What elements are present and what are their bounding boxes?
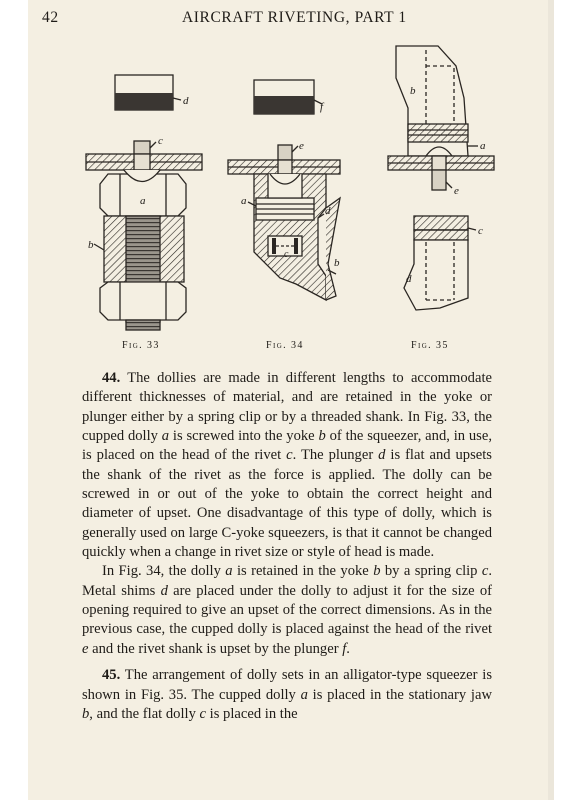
fig34-label-b: b: [334, 257, 340, 269]
text-run: The dollies are made in different lengths to accommodate different thicknesses of material, and are retained in the yoke or plunger either by a spring clip or by a threaded shank. In Fig. 33, the cupped dolly: [82, 370, 492, 445]
fig34-caption: Fig. 34: [266, 340, 304, 351]
fig35-label-c: c: [478, 225, 483, 237]
text-run: The arrangement of dolly sets in an alligator-type squeezer is shown in Fig. 35. The cupped dolly: [82, 667, 492, 703]
variable: f: [342, 640, 347, 657]
fig35-caption: Fig. 35: [411, 340, 449, 351]
fig34-label-c: c: [284, 249, 289, 260]
text-run: is flat and upsets the shank of the rivet as the force is applied. The dolly can be screwed in or out of the yoke to obtain the correct height and diameter of upset. One disadvantage of this type of dolly, which is generally used on large C-yoke squeezers, is that it cannot be changed quickly when a change in rivet size or style of head is made.: [82, 447, 492, 561]
fig35-label-a: a: [480, 140, 486, 152]
variable: a: [225, 563, 233, 580]
variable: d: [160, 582, 168, 599]
fig35-label-e: e: [454, 185, 459, 197]
figures-svg: [28, 38, 548, 353]
fig33-label-a: a: [140, 195, 146, 207]
text-run: is retained in the yoke: [232, 563, 374, 580]
variable: c: [199, 705, 207, 722]
paragraph-44: [82, 369, 492, 562]
fig33-label-d: d: [183, 95, 189, 107]
fig33-label-c: c: [158, 135, 163, 147]
fig34-label-a: a: [241, 195, 247, 207]
running-title: AIRCRAFT RIVETING, PART 1: [182, 9, 407, 26]
variable: b: [82, 705, 90, 722]
text-run: . Metal shims: [82, 563, 492, 599]
body-text: [82, 369, 492, 724]
text-run: .: [346, 640, 350, 657]
fig34-label-d: d: [325, 205, 331, 217]
paragraph-45: [82, 666, 492, 724]
page-number: 42: [42, 9, 59, 26]
fig35-drawing: [388, 46, 494, 310]
text-run: are placed under the dolly to adjust it for the size of opening required to give an upset of the correct dimensions. As in the previous case, the cupped dolly is placed against the head of the rivet: [82, 582, 492, 638]
text-run: by a spring clip: [380, 563, 482, 580]
paragraph-44-continued: [82, 562, 492, 659]
variable: c: [286, 447, 293, 464]
text-run: of the squeezer, and, in use, is placed on the head of the rivet: [82, 428, 492, 464]
variable: a: [161, 428, 170, 445]
text-run: , and the flat dolly: [89, 705, 200, 722]
fig35-label-d: d: [406, 273, 412, 285]
fig33-caption: Fig. 33: [122, 340, 160, 351]
fig34-label-f: f: [320, 101, 324, 113]
fig35-label-b: b: [410, 85, 416, 97]
section-number-44: 44.: [102, 370, 121, 386]
text-run: is screwed into the yoke: [169, 428, 319, 445]
variable: c: [481, 563, 489, 580]
text-run: is placed in the: [206, 705, 298, 722]
fig34-drawing: [228, 80, 340, 300]
text-run: is placed in the stationary jaw: [307, 686, 492, 703]
variable: b: [373, 563, 381, 580]
text-run: . The plunger: [292, 447, 379, 464]
variable: d: [378, 447, 386, 464]
figures-area: [28, 38, 548, 353]
variable: a: [300, 686, 308, 703]
variable: e: [82, 640, 89, 657]
fig34-label-e: e: [299, 140, 304, 152]
fig33-label-b: b: [88, 239, 94, 251]
text-run: and the rivet shank is upset by the plunger: [88, 640, 343, 657]
text-run: In Fig. 34, the dolly: [102, 563, 226, 580]
section-number-45: 45.: [102, 667, 121, 684]
running-head: [28, 9, 508, 33]
page-edge: [548, 0, 554, 800]
variable: b: [318, 428, 326, 445]
